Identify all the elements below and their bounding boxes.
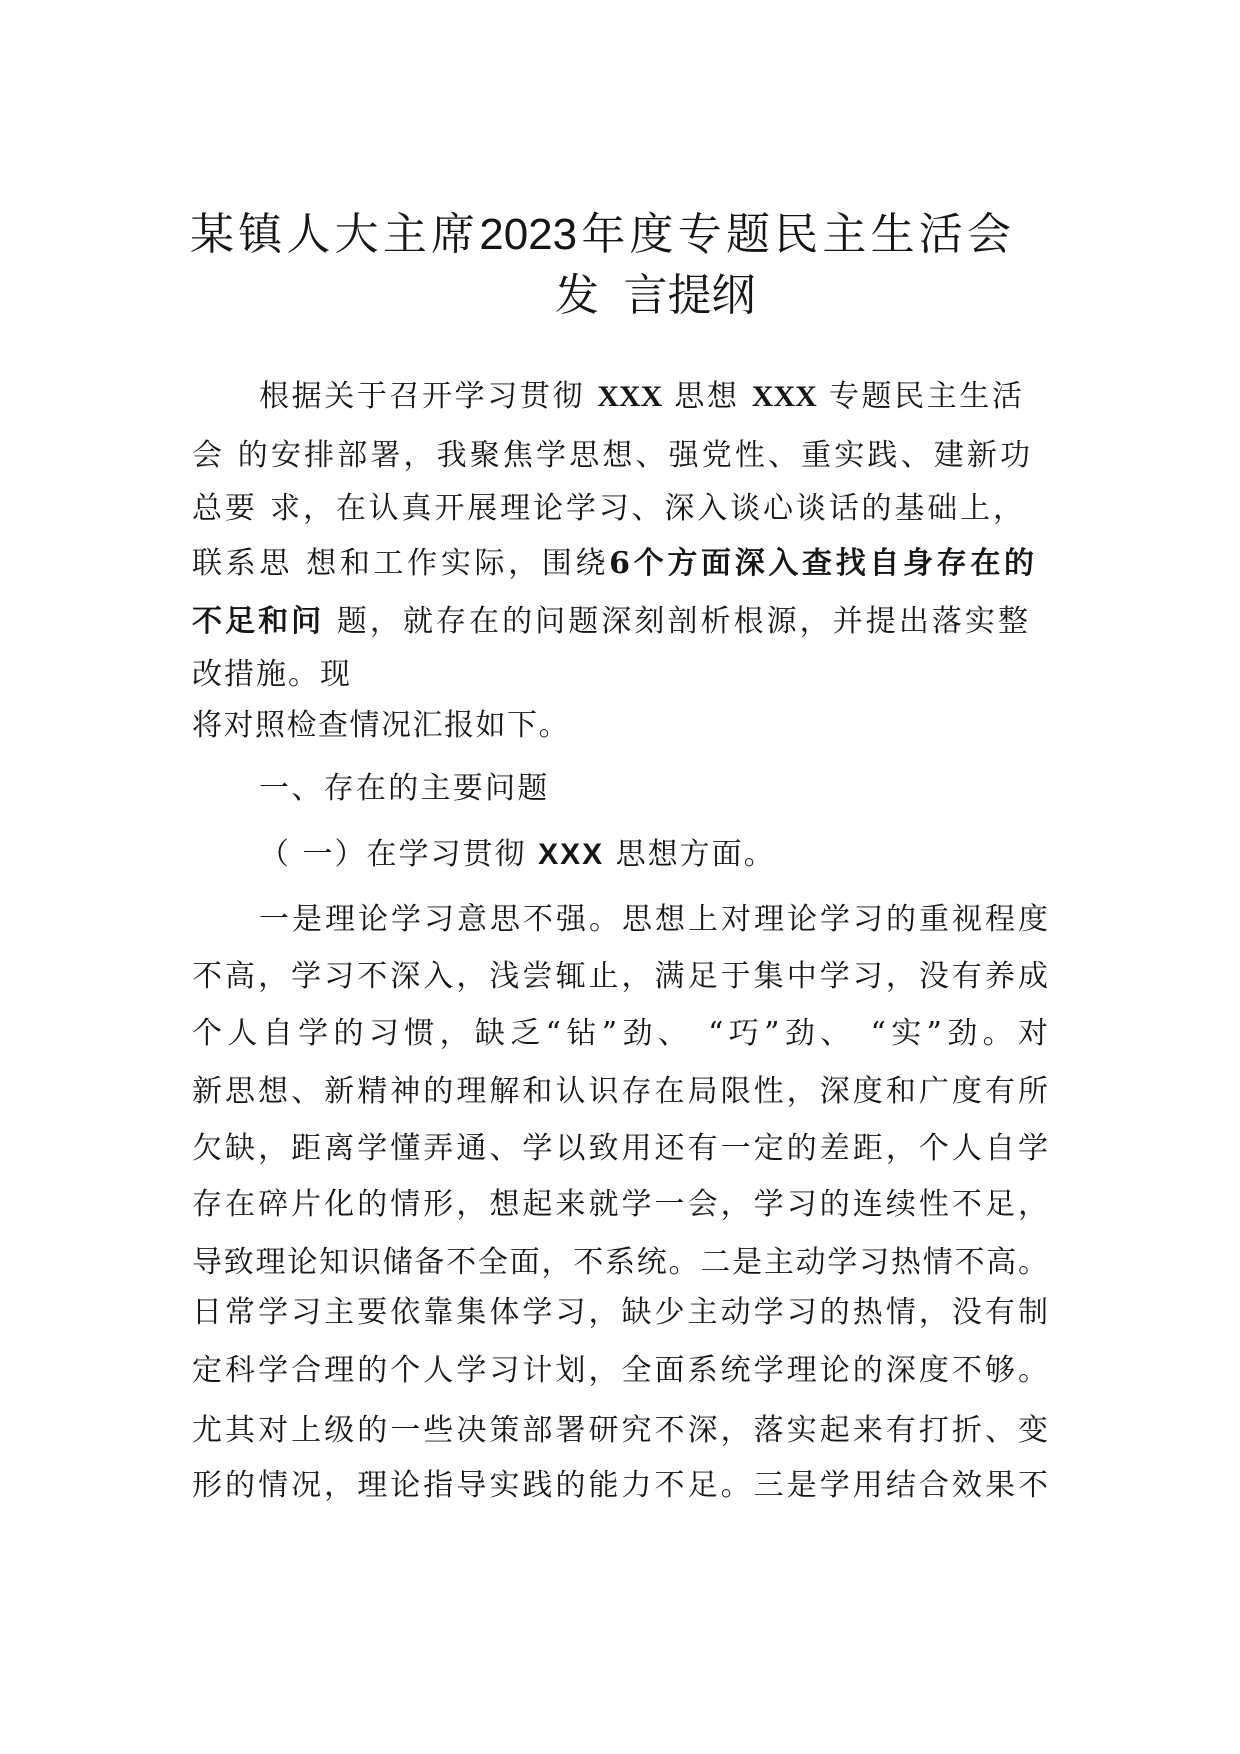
section-heading: 一、存在的主要问题 — [259, 771, 550, 806]
paragraph-line: 新思想、新精神的理解和认识存在局限性，深度和广度有所 — [192, 1074, 1048, 1109]
paragraph-line — [192, 544, 1034, 584]
title-line-1: 某镇人大主席2023年度专题民主生活会 — [190, 210, 1011, 259]
line-text: 根据关于召开学习贯彻 — [259, 379, 598, 414]
line-text: 思想 — [662, 379, 752, 414]
placeholder-bold-text: XXX — [751, 380, 817, 413]
paragraph-line: 一是理论学习意思不强。思想上对理论学习的重视程度 — [259, 902, 1048, 937]
paragraph-line — [192, 602, 1028, 642]
line-text: 改措施。现 — [192, 657, 352, 692]
paragraph-line: 个人自学的习惯，缺乏“钻”劲、 “巧”劲、 “实”劲。对 — [192, 1016, 1048, 1051]
paragraph-line — [259, 377, 1022, 417]
paragraph-line: 不高，学习不深入，浅尝辄止，满足于集中学习，没有养成 — [192, 959, 1048, 994]
bold-text: 6个方面深入查找自身存在的 — [609, 546, 1035, 581]
paragraph-line — [192, 706, 570, 746]
line-text: 总要 求，在认真开展理论学习、深入谈心谈话的基础上， — [192, 491, 1023, 526]
title-line-2: 发 言提纲 — [555, 271, 756, 320]
paragraph-line: 导致理论知识储备不全面，不系统。二是主动学习热情不高。 — [192, 1245, 1048, 1280]
paragraph-line: 形的情况，理论指导实践的能力不足。三是学用结合效果不 — [192, 1468, 1048, 1503]
paragraph-line: 日常学习主要依靠集体学习，缺少主动学习的热情，没有制 — [192, 1295, 1048, 1330]
line-text: 会 的安排部署，我聚焦学思想、强党性、重实践、建新功 — [192, 438, 1030, 473]
paragraph-line: 欠缺，距离学懂弄通、学以致用还有一定的差距，个人自学 — [192, 1131, 1048, 1166]
placeholder-bold-text: XXX — [538, 838, 605, 871]
paragraph-line — [192, 489, 1023, 529]
line-text: 将对照检查情况汇报如下。 — [192, 708, 570, 743]
line-text: 思想方面。 — [604, 837, 776, 872]
line-text: 题，就存在的问题深刻剖析根源，并提出落实整 — [324, 604, 1028, 639]
line-text: 专题民主生活 — [816, 379, 1022, 414]
paragraph-line: 尤其对上级的一些决策部署研究不深，落实起来有打折、变 — [192, 1413, 1048, 1448]
paragraph-line — [192, 436, 1030, 476]
paragraph-line: 定科学合理的个人学习计划，全面系统学理论的深度不够。 — [192, 1353, 1048, 1388]
paragraph-line — [192, 655, 352, 695]
subsection-heading — [259, 835, 776, 875]
placeholder-bold-text: XXX — [597, 380, 663, 413]
paragraph-line: 存在碎片化的情形，想起来就学一会，学习的连续性不足， — [192, 1187, 1048, 1222]
bold-text: 不足和问 — [192, 604, 325, 639]
line-text: 联系思 想和工作实际，围绕 — [192, 546, 610, 581]
line-text: （ 一）在学习贯彻 — [259, 837, 539, 872]
